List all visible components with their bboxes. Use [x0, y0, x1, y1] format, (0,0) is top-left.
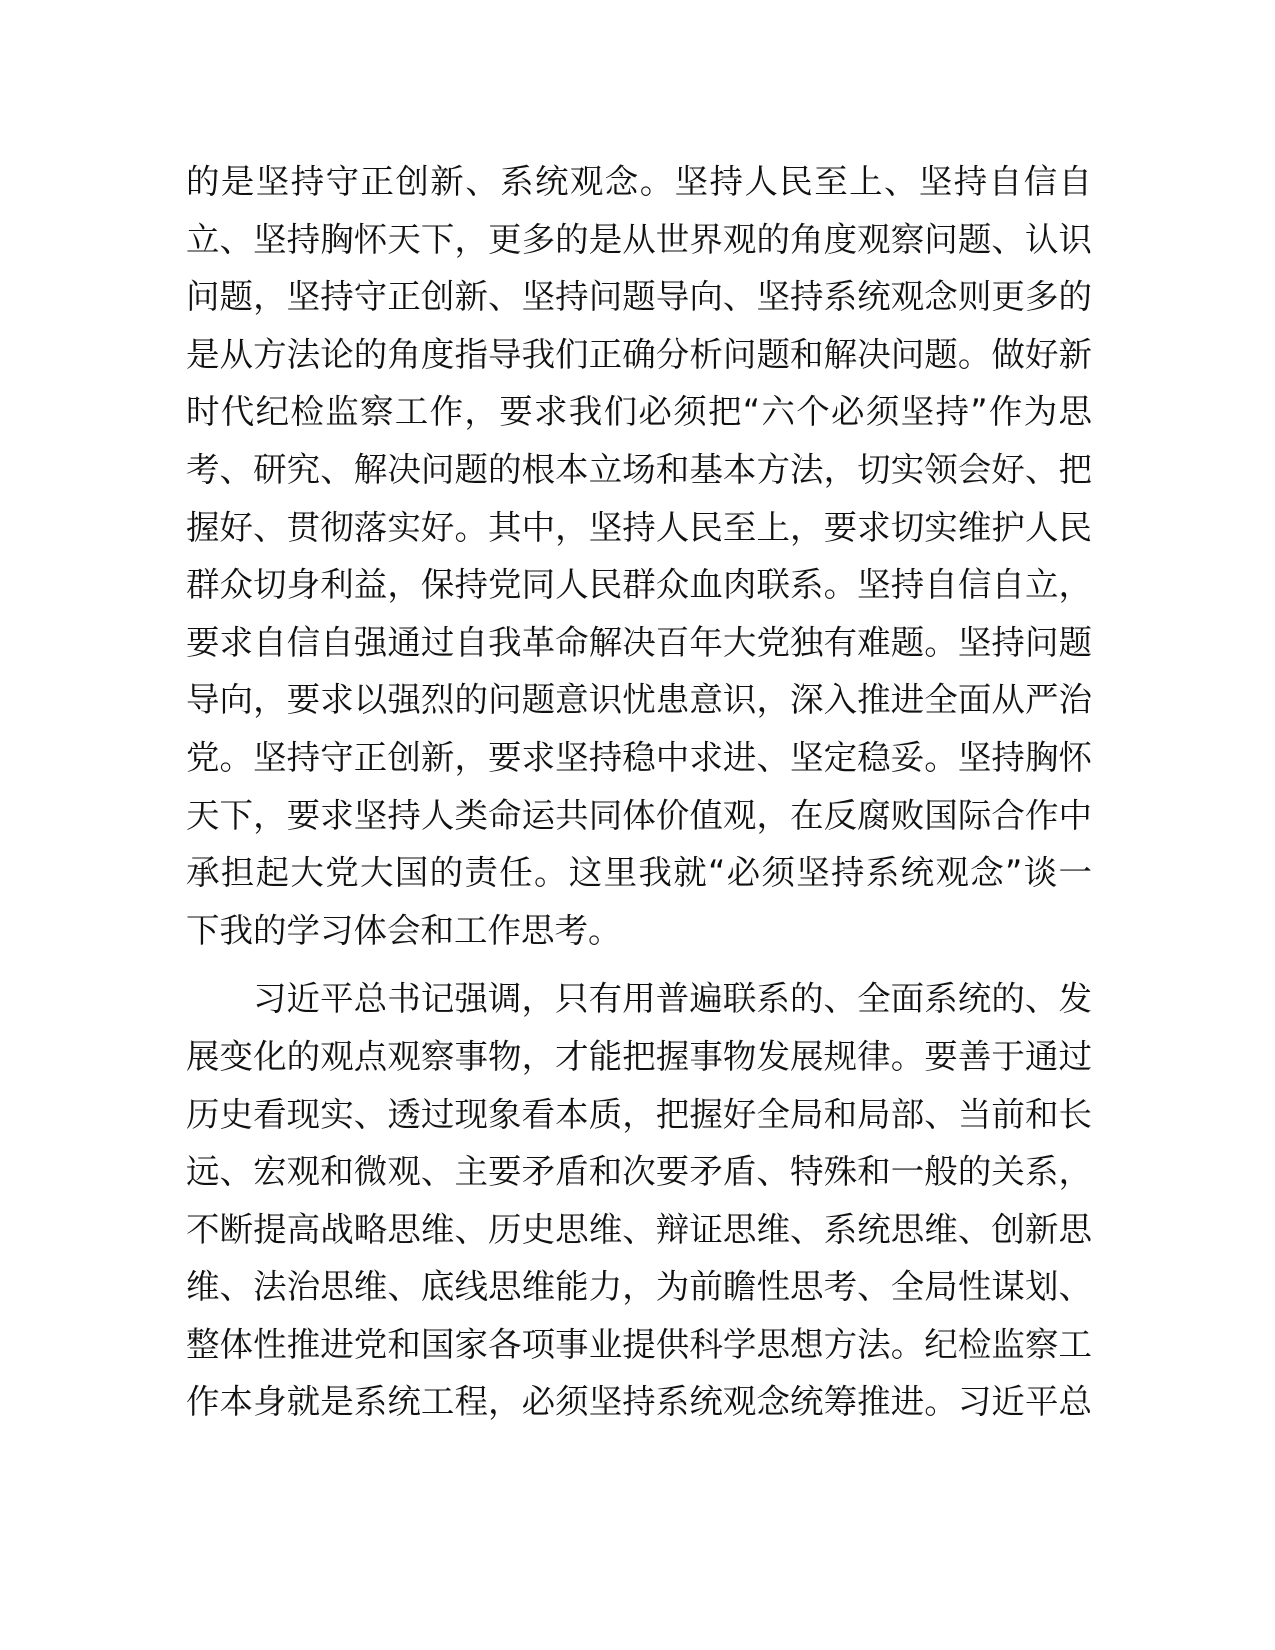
text-line: 群众切身利益，保持党同人民群众血肉联系。坚持自信自立， — [186, 565, 1092, 605]
text-line: 远、宏观和微观、主要矛盾和次要矛盾、特殊和一般的关系， — [186, 1152, 1092, 1192]
text-line: 作本身就是系统工程，必须坚持系统观念统筹推进。习近平总 — [186, 1382, 1092, 1422]
text-line: 历史看现实、透过现象看本质，把握好全局和局部、当前和长 — [186, 1094, 1092, 1134]
text-line: 不断提高战略思维、历史思维、辩证思维、系统思维、创新思 — [186, 1209, 1092, 1249]
text-line: 立、坚持胸怀天下，更多的是从世界观的角度观察问题、认识 — [186, 219, 1092, 259]
text-line: 展变化的观点观察事物，才能把握事物发展规律。要善于通过 — [186, 1036, 1092, 1076]
text-line: 握好、贯彻落实好。其中，坚持人民至上，要求切实维护人民 — [186, 507, 1092, 547]
text-line: 考、研究、解决问题的根本立场和基本方法，切实领会好、把 — [186, 449, 1092, 489]
paragraph-2 — [186, 970, 1092, 1431]
text-line: 问题，坚持守正创新、坚持问题导向、坚持系统观念则更多的 — [186, 277, 1092, 317]
text-line: 天下，要求坚持人类命运共同体价值观，在反腐败国际合作中 — [186, 795, 1092, 835]
text-line: 导向，要求以强烈的问题意识忧患意识，深入推进全面从严治 — [186, 680, 1092, 720]
document-body — [186, 153, 1092, 1431]
text-line: 整体性推进党和国家各项事业提供科学思想方法。纪检监察工 — [186, 1324, 1092, 1364]
paragraph-1 — [186, 153, 1092, 959]
text-line: 承担起大党大国的责任。这里我就“必须坚持系统观念”谈一 — [186, 853, 1092, 893]
text-line: 是从方法论的角度指导我们正确分析问题和解决问题。做好新 — [186, 334, 1092, 374]
text-line: 要求自信自强通过自我革命解决百年大党独有难题。坚持问题 — [186, 622, 1092, 662]
text-line: 下我的学习体会和工作思考。 — [186, 910, 622, 950]
text-line: 时代纪检监察工作，要求我们必须把“六个必须坚持”作为思 — [186, 392, 1092, 432]
text-line: 维、法治思维、底线思维能力，为前瞻性思考、全局性谋划、 — [186, 1267, 1092, 1307]
text-line: 党。坚持守正创新，要求坚持稳中求进、坚定稳妥。坚持胸怀 — [186, 737, 1092, 777]
text-line: 的是坚持守正创新、系统观念。坚持人民至上、坚持自信自 — [186, 162, 1092, 201]
text-line: 习近平总书记强调，只有用普遍联系的、全面系统的、发 — [253, 979, 1092, 1019]
paragraph-spacer — [186, 959, 1092, 970]
